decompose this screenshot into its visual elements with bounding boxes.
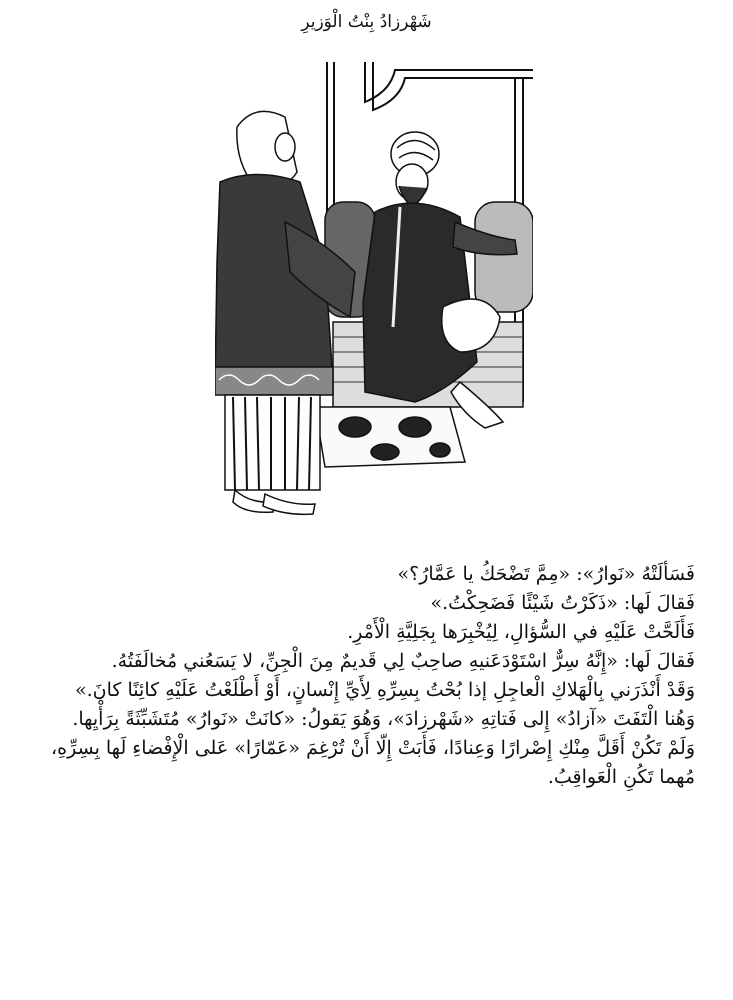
paragraph: فَقالَ لَها: «إِنَّهُ سِرٌّ اسْتَوْدَعَنيهِ صاحِبٌ لِي قَديمٌ مِنَ الْجِنِّ، لا يَسَعُني مُخالَفَتُهُ. bbox=[111, 650, 695, 672]
paragraph: فَسَألَتْهُ «نَوارُ»: «مِمَّ تَضْحَكُ يا عَمَّارُ؟» bbox=[397, 563, 695, 585]
story-text bbox=[40, 560, 695, 792]
paragraph: فَأَلَحَّتْ عَلَيْهِ في السُّؤالِ، لِيُخْبِرَها بِجَلِيَّةِ الْأَمْرِ. bbox=[347, 621, 695, 643]
paragraph: وَقَدْ أَنْذَرَني بِالْهَلاكِ الْعاجِلِ إذا بُحْتُ بِسِرِّهِ لِأَيِّ إِنْسانٍ، أَوْ أَطْلَعْتُ عَلَيْهِ كائِنًا كانَ.» bbox=[75, 679, 695, 701]
page-header: شَهْرزادُ بِنْتُ الْوَزيرِ bbox=[301, 12, 432, 32]
paragraph: فَقالَ لَها: «ذَكَرْتُ شَيْئًا فَضَحِكْتُ.» bbox=[430, 592, 695, 614]
paragraph: وَهُنا الْتَفَتَ «آزادُ» إِلى فَتاتِهِ «شَهْرزادَ»، وَهُوَ يَقولُ: «كانَتْ «نَوارُ» مُتَشَبِّثَةً بِرَأْيِها. bbox=[72, 708, 695, 730]
paragraph: وَلَمْ تَكُنْ أَقَلَّ مِنْكِ إِصْرارًا وَعِنادًا، فَأَبَتْ إِلّا أَنْ تُرْغِمَ «عَمّارًا» عَلى الْإِفْضاءِ لَها بِسِرِّهِ، مُهما تَكُنِ الْعَواقِبُ. bbox=[51, 737, 695, 788]
line-drawing-illustration bbox=[215, 62, 533, 518]
